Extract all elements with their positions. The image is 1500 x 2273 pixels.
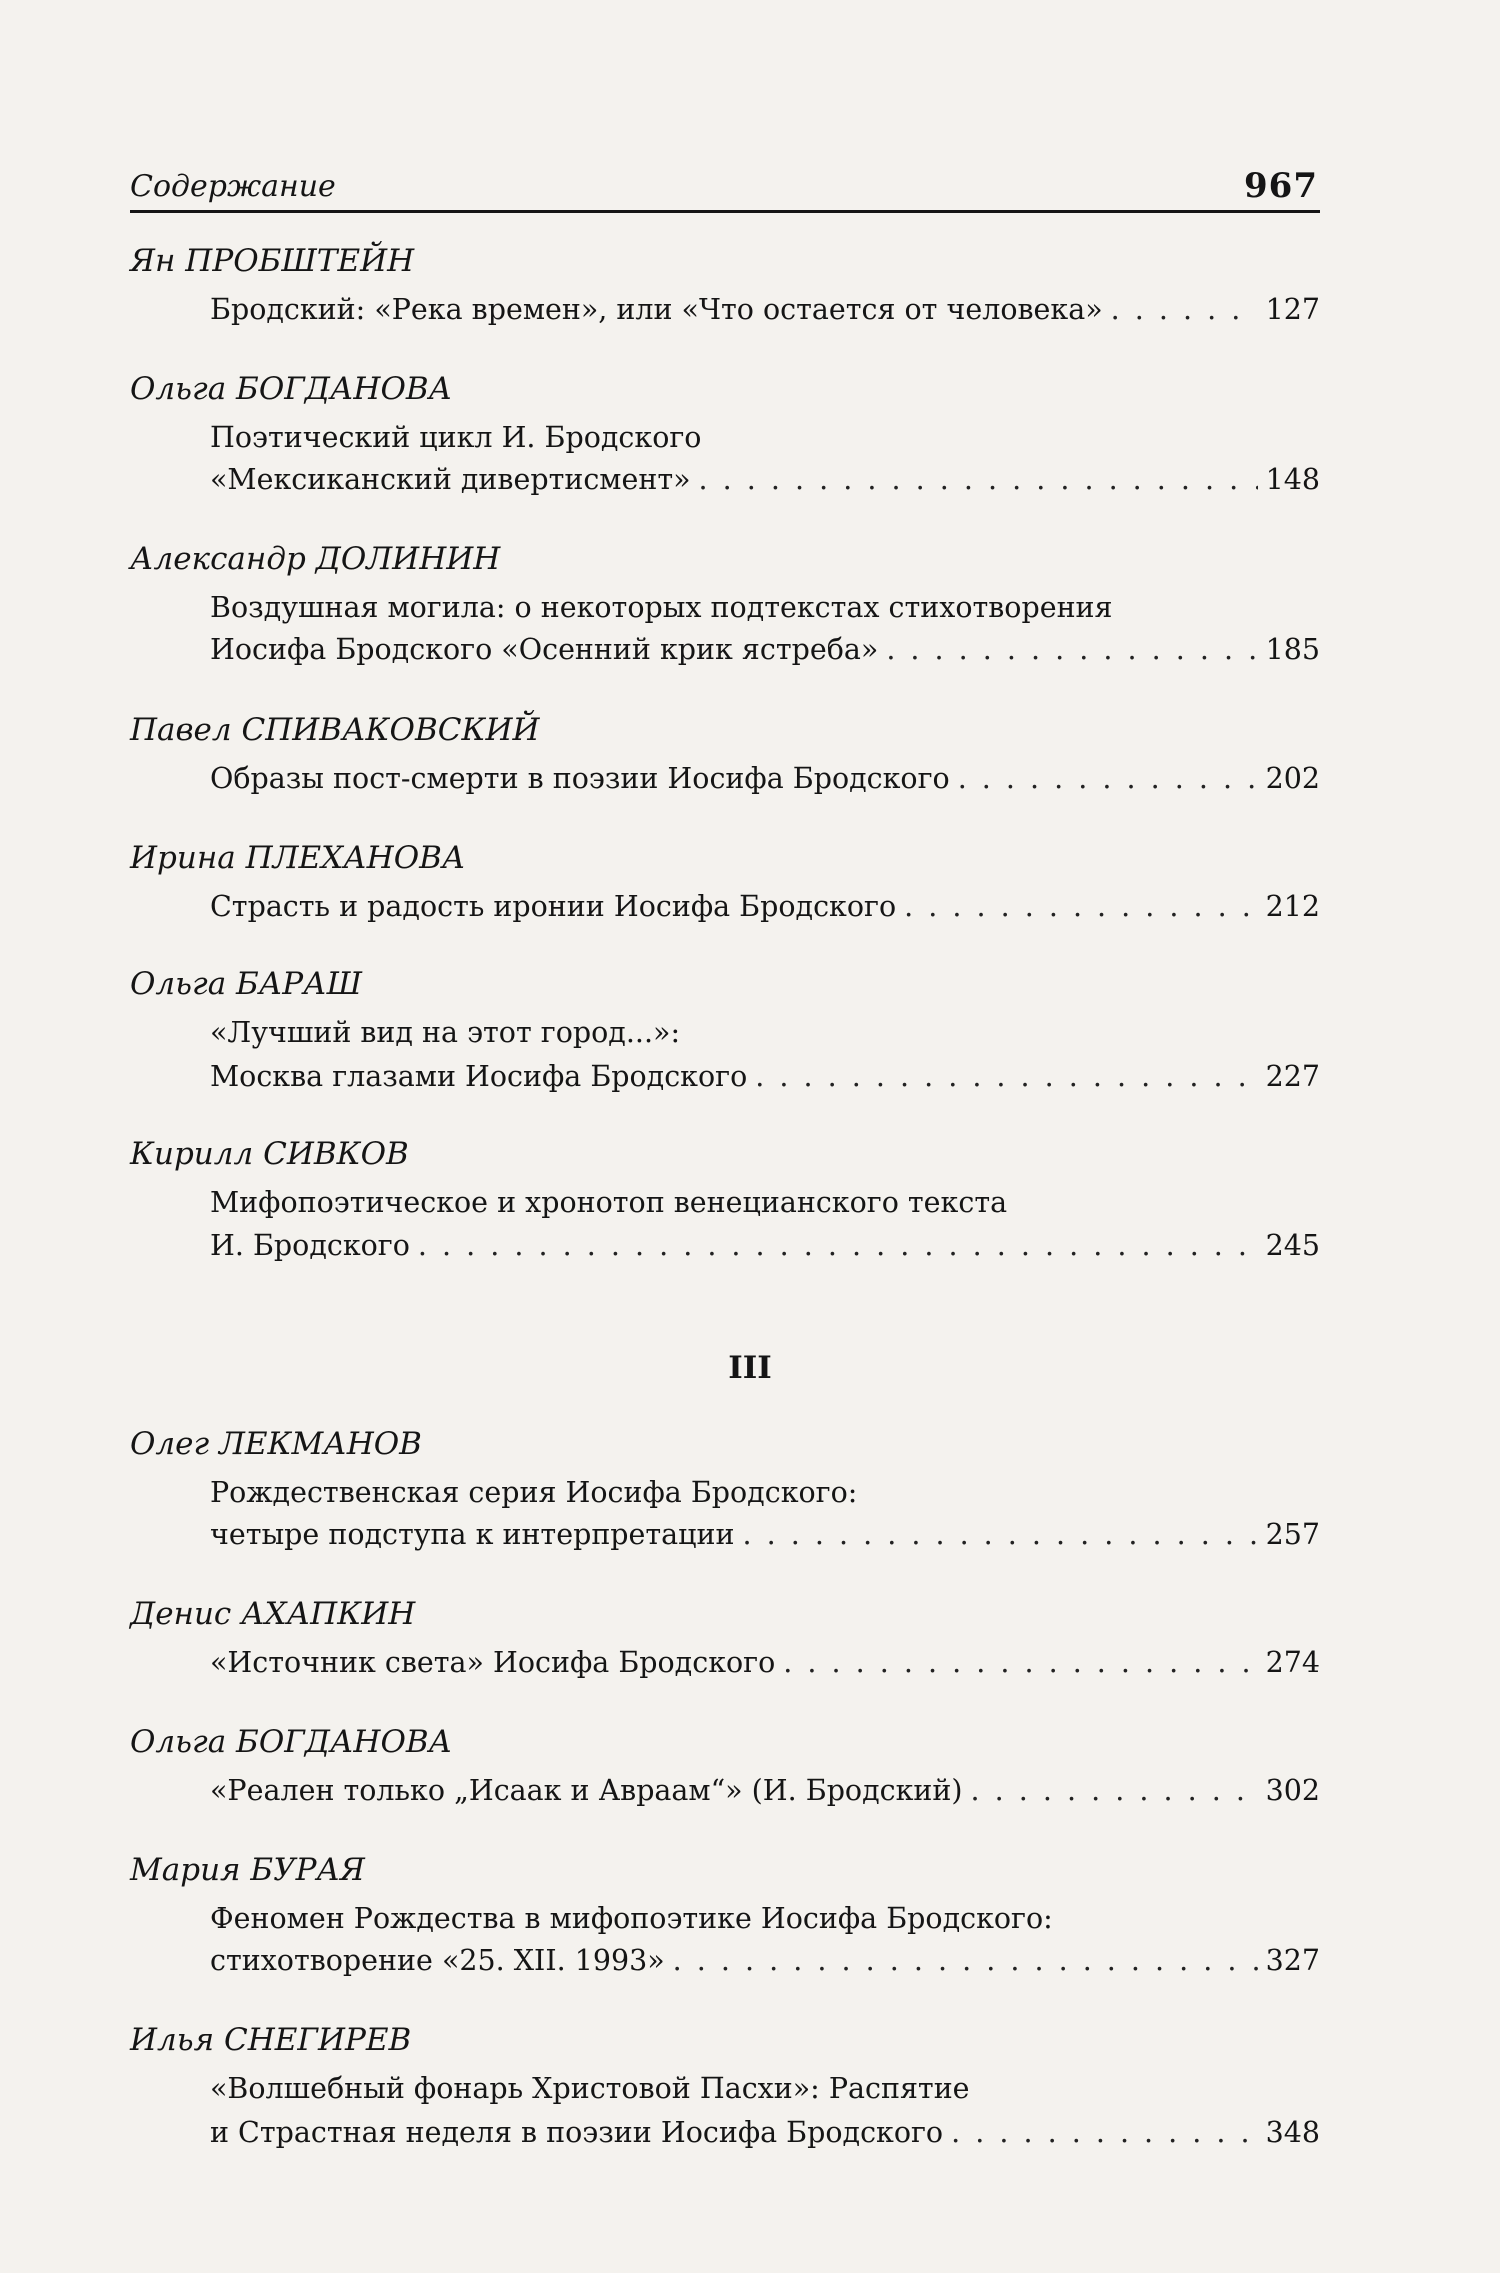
toc-entry-title: и Страстная неделя в поэзии Иосифа Бродского (210, 2116, 944, 2149)
toc-entry-page: 327 (1265, 1944, 1320, 1977)
toc-entry-title: Иосифа Бродского «Осенний крик ястреба» (210, 633, 879, 666)
toc-entry[interactable] (210, 1774, 1320, 1807)
toc-leader-dots (699, 463, 1258, 496)
toc-entry[interactable] (210, 463, 1320, 496)
toc-author: Олег ЛЕКМАНОВ (130, 1426, 422, 1462)
section-heading: III (728, 1350, 772, 1386)
toc-entry-page: 227 (1265, 1060, 1320, 1093)
toc-author: Ольга БОГДАНОВА (130, 1724, 453, 1760)
toc-entry-title-line: Воздушная могила: о некоторых подтекстах стихотворения (210, 591, 1113, 624)
toc-entry[interactable] (210, 1518, 1320, 1551)
toc-author: Денис АХАПКИН (130, 1596, 416, 1632)
toc-entry-title-line: «Лучший вид на этот город...»: (210, 1016, 681, 1049)
toc-author: Илья СНЕГИРЕВ (130, 2022, 412, 2058)
toc-entry-page: 245 (1265, 1229, 1320, 1262)
toc-entry-page: 212 (1265, 890, 1320, 923)
toc-entry-page: 127 (1265, 293, 1320, 326)
toc-entry[interactable] (210, 2116, 1320, 2149)
toc-entry-title: «Реален только „Исаак и Авраам“» (И. Бродский) (210, 1774, 963, 1807)
page-number: 967 (1244, 166, 1318, 206)
toc-entry-title-line: «Волшебный фонарь Христовой Пасхи»: Распятие (210, 2072, 970, 2105)
toc-leader-dots (418, 1229, 1258, 1262)
toc-entry-title-line: Феномен Рождества в мифопоэтике Иосифа Бродского: (210, 1902, 1053, 1935)
toc-entry[interactable] (210, 1646, 1320, 1679)
running-header-title: Содержание (130, 169, 336, 204)
toc-entry[interactable] (210, 293, 1320, 326)
toc-entry[interactable] (210, 1944, 1320, 1977)
toc-entry-title: Страсть и радость иронии Иосифа Бродского (210, 890, 897, 923)
toc-entry-title-line: Поэтический цикл И. Бродского (210, 421, 702, 454)
toc-author: Кирилл СИВКОВ (130, 1136, 409, 1172)
toc-author: Ян ПРОБШТЕЙН (130, 243, 415, 279)
toc-entry[interactable] (210, 1060, 1320, 1093)
toc-entry-title: Бродский: «Река времен», или «Что остается от человека» (210, 293, 1103, 326)
toc-author: Александр ДОЛИНИН (130, 541, 501, 577)
toc-entry[interactable] (210, 890, 1320, 923)
toc-entry-title-line: Мифопоэтическое и хронотоп венецианского текста (210, 1186, 1008, 1219)
toc-entry-title: стихотворение «25. XII. 1993» (210, 1944, 665, 1977)
toc-entry-page: 348 (1265, 2116, 1320, 2149)
toc-entry-page: 257 (1265, 1518, 1320, 1551)
toc-author: Павел СПИВАКОВСКИЙ (130, 712, 540, 748)
toc-leader-dots (951, 2116, 1257, 2149)
toc-author: Ирина ПЛЕХАНОВА (130, 840, 466, 876)
toc-author: Ольга БОГДАНОВА (130, 371, 453, 407)
toc-entry-title: Москва глазами Иосифа Бродского (210, 1060, 748, 1093)
toc-leader-dots (904, 890, 1257, 923)
toc-entry-page: 148 (1265, 463, 1320, 496)
toc-entry-title-line: Рождественская серия Иосифа Бродского: (210, 1476, 858, 1509)
toc-entry-page: 302 (1265, 1774, 1320, 1807)
toc-entry-page: 202 (1265, 762, 1320, 795)
toc-leader-dots (673, 1944, 1258, 1977)
toc-entry[interactable] (210, 633, 1320, 666)
toc-leader-dots (958, 762, 1258, 795)
toc-author: Ольга БАРАШ (130, 966, 363, 1002)
toc-leader-dots (971, 1774, 1258, 1807)
toc-entry[interactable] (210, 1229, 1320, 1262)
toc-entry-title: «Мексиканский дивертисмент» (210, 463, 691, 496)
toc-entry-title: «Источник света» Иосифа Бродского (210, 1646, 776, 1679)
toc-leader-dots (1111, 293, 1258, 326)
toc-author: Мария БУРАЯ (130, 1852, 365, 1888)
toc-leader-dots (755, 1060, 1257, 1093)
toc-leader-dots (886, 633, 1257, 666)
toc-entry-page: 185 (1265, 633, 1320, 666)
running-header (130, 162, 1320, 213)
toc-entry[interactable] (210, 762, 1320, 795)
toc-entry-title: Образы пост-смерти в поэзии Иосифа Бродского (210, 762, 950, 795)
toc-entry-title: И. Бродского (210, 1229, 410, 1262)
toc-entry-title: четыре подступа к интерпретации (210, 1518, 735, 1551)
toc-entry-page: 274 (1265, 1646, 1320, 1679)
toc-leader-dots (743, 1518, 1258, 1551)
toc-leader-dots (783, 1646, 1257, 1679)
